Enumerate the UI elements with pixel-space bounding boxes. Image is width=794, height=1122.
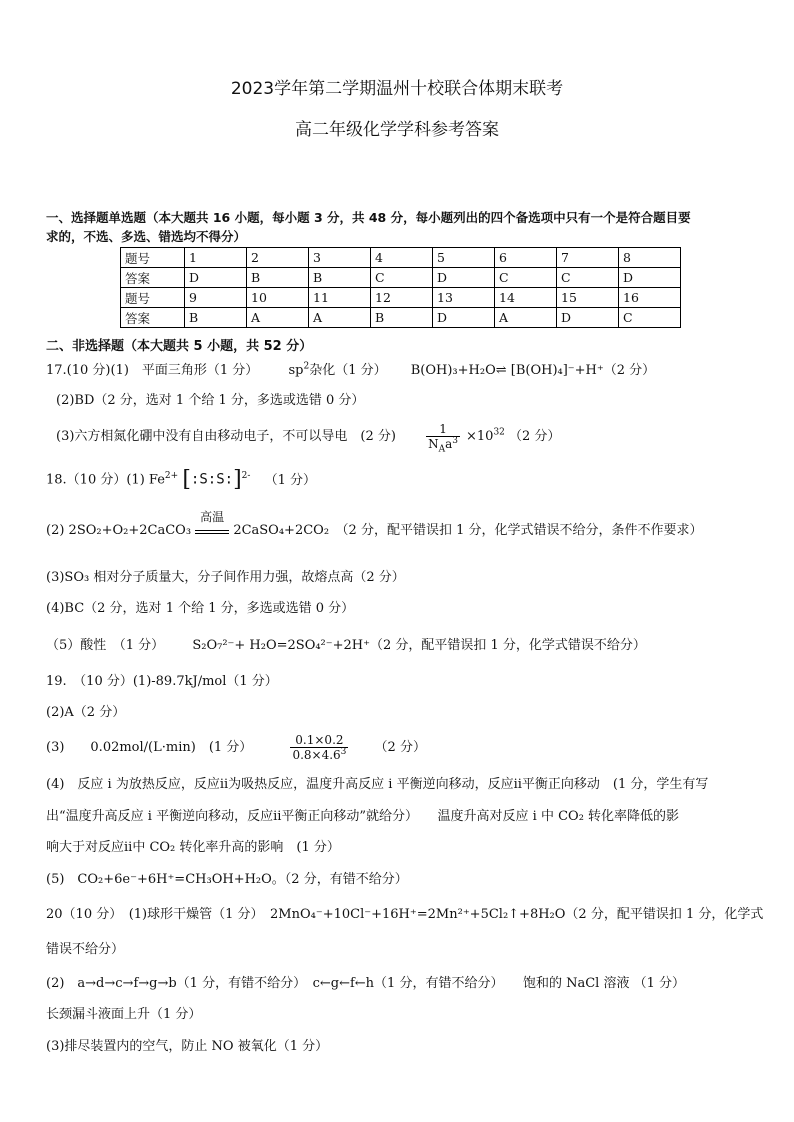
table-row [121,268,681,288]
table-row-header: 答案 [121,308,185,328]
table-cell: B [371,308,433,328]
q17-3-mult: ×10 [466,429,494,444]
q17-3-den-sup: 3 [452,436,458,446]
table-row [121,288,681,308]
table-cell: 9 [185,288,247,308]
q19-3-score: （2 分） [374,740,426,755]
q19-part1: 19. （10 分）(1)-89.7kJ/mol（1 分） [46,674,278,689]
q18-1-sup: 2+ [164,471,179,482]
table-cell: 5 [433,248,495,268]
q19-part4a: (4) 反应 i 为放热反应，反应ii为吸热反应，温度升高反应 i 平衡逆向移动，反应ii平衡正向移动 (1 分，学生有写 [46,777,709,792]
q18-charge: 2- [241,471,251,482]
section1-heading-cont: 求的，不选、多选、错选均不得分） [46,229,247,244]
equals-sign-icon [195,530,229,534]
section1-heading: 一、选择题单选题（本大题共 16 小题，每小题 3 分，共 48 分，每小题列出的四个备选项中只有一个是符合题目要 [46,210,691,225]
q19-part3 [46,730,426,766]
q18-lewis: :S:S: [190,471,234,488]
q17-1c: 杂化（1 分） [309,363,387,378]
q19-3-den-wrap [290,748,348,762]
q17-part1 [46,362,655,380]
q17-1d: B(OH)₃+H₂O⇌ [B(OH)₄]⁻+H⁺（2 分） [410,363,656,378]
q17-3-den-a: a [445,437,453,451]
q17-part3 [56,422,561,455]
table-row-header: 答案 [121,268,185,288]
q17-3-den [426,436,460,455]
q18-1-score: （1 分） [264,472,316,488]
q17-1b: sp [288,363,304,378]
q17-1b-sup: 2 [303,361,310,372]
q18-part5 [46,637,646,655]
table-cell: D [619,268,681,288]
table-cell: 11 [309,288,371,308]
q18-5b: S₂O₇²⁻+ H₂O=2SO₄²⁻+2H⁺（2 分，配平错误扣 1 分，化学式错误不给分） [192,638,646,653]
q17-3-text: (3)六方相氮化硼中没有自由移动电子，不可以导电 (2 分) [56,429,396,444]
table-cell: 1 [185,248,247,268]
q19-3-den: 0.8×4.6 [292,748,341,762]
table-cell: C [495,268,557,288]
q18-2-cond: 高温 [200,510,225,524]
document-subtitle: 高二年级化学学科参考答案 [295,120,499,140]
q19-part4c: 响大于对反应ii中 CO₂ 转化率升高的影响 (1 分） [46,840,340,855]
table-cell: A [247,308,309,328]
table-cell: D [433,268,495,288]
q18-part1 [46,467,316,492]
table-cell: 15 [557,288,619,308]
table-cell: C [371,268,433,288]
q19-part5: (5) CO₂+6e⁻+6H⁺=CH₃OH+H₂O。（2 分，有错不给分） [46,872,408,887]
q19-part2: (2)A（2 分） [46,705,126,720]
q20-part1b: 错误不给分） [46,942,125,957]
q17-part2: (2)BD（2 分，选对 1 个给 1 分，多选或选错 0 分） [56,393,365,408]
table-cell: 14 [495,288,557,308]
table-cell: 8 [619,248,681,268]
q19-3-fraction [290,733,348,762]
table-cell: 12 [371,288,433,308]
table-cell: D [185,268,247,288]
q17-3-den-n: N [428,437,439,451]
table-cell: 6 [495,248,557,268]
table-cell: A [309,308,371,328]
table-cell: B [309,268,371,288]
table-row-header: 题号 [121,288,185,308]
table-cell: 4 [371,248,433,268]
q20-part1a: 20（10 分） (1)球形干燥管（1 分） 2MnO₄⁻+10Cl⁻+16H⁺=2Mn²⁺+5Cl₂↑+8H₂O（2 分，配平错误扣 1 分，化学式 [46,907,764,922]
q18-5a: （5）酸性 （1 分） [46,638,165,653]
table-cell: 7 [557,248,619,268]
table-row-header: 题号 [121,248,185,268]
q18-2b: 2CaSO₄+2CO₂ （2 分，配平错误扣 1 分，化学式错误不给分，条件不作要求） [233,523,703,538]
q19-part4b: 出“温度升高反应 i 平衡逆向移动，反应ii平衡正向移动”就给分） 温度升高对反应 i 中 CO₂ 转化率降低的影 [46,809,680,824]
q18-part4: (4)BC（2 分，选对 1 个给 1 分，多选或选错 0 分） [46,601,355,616]
q19-3-den-sup: 3 [340,747,347,757]
q17-3-exp: 32 [493,427,505,438]
table-cell: 13 [433,288,495,308]
answer-table [120,247,681,328]
table-cell: D [433,308,495,328]
q18-part3: (3)SO₃ 相对分子质量大，分子间作用力强，故熔点高（2 分） [46,570,405,585]
table-row [121,248,681,268]
q17-3-fraction [426,422,460,455]
table-cell: C [557,268,619,288]
q17-1a: 17.(10 分)(1) 平面三角形（1 分） [46,363,259,378]
table-cell: A [495,308,557,328]
q20-part2b: 长颈漏斗液面上升（1 分） [46,1007,202,1022]
q19-3a: (3) 0.02mol/(L·min) (1 分） [46,740,253,755]
q17-3-num: 1 [426,422,460,437]
table-cell: B [247,268,309,288]
q18-part2 [46,510,703,540]
table-cell: 16 [619,288,681,308]
q20-part3: (3)排尽装置内的空气，防止 NO 被氧化（1 分） [46,1039,329,1054]
q18-2a: (2) 2SO₂+O₂+2CaCO₃ [46,523,192,538]
table-cell: 10 [247,288,309,308]
table-cell: 3 [309,248,371,268]
right-bracket-icon: ] [233,467,242,492]
q17-3-score: （2 分） [509,429,561,444]
q18-1a: 18.（10 分）(1) Fe [46,472,165,488]
q19-3-num: 0.1×0.2 [290,733,348,748]
table-cell: 2 [247,248,309,268]
table-cell: C [619,308,681,328]
table-row [121,308,681,328]
document-title: 2023学年第二学期温州十校联合体期末联考 [230,79,564,99]
section2-heading: 二、非选择题（本大题共 5 小题，共 52 分） [46,339,313,354]
high-temp-condition [195,510,229,534]
table-cell: B [185,308,247,328]
table-cell: D [557,308,619,328]
q20-part2a: (2) a→d→c→f→g→b（1 分，有错不给分） c←g←f←h（1 分，有错不给分） 饱和的 NaCl 溶液 （1 分） [46,976,685,991]
q17-3-den-sub: A [438,444,446,455]
left-bracket-icon: [ [182,467,191,492]
